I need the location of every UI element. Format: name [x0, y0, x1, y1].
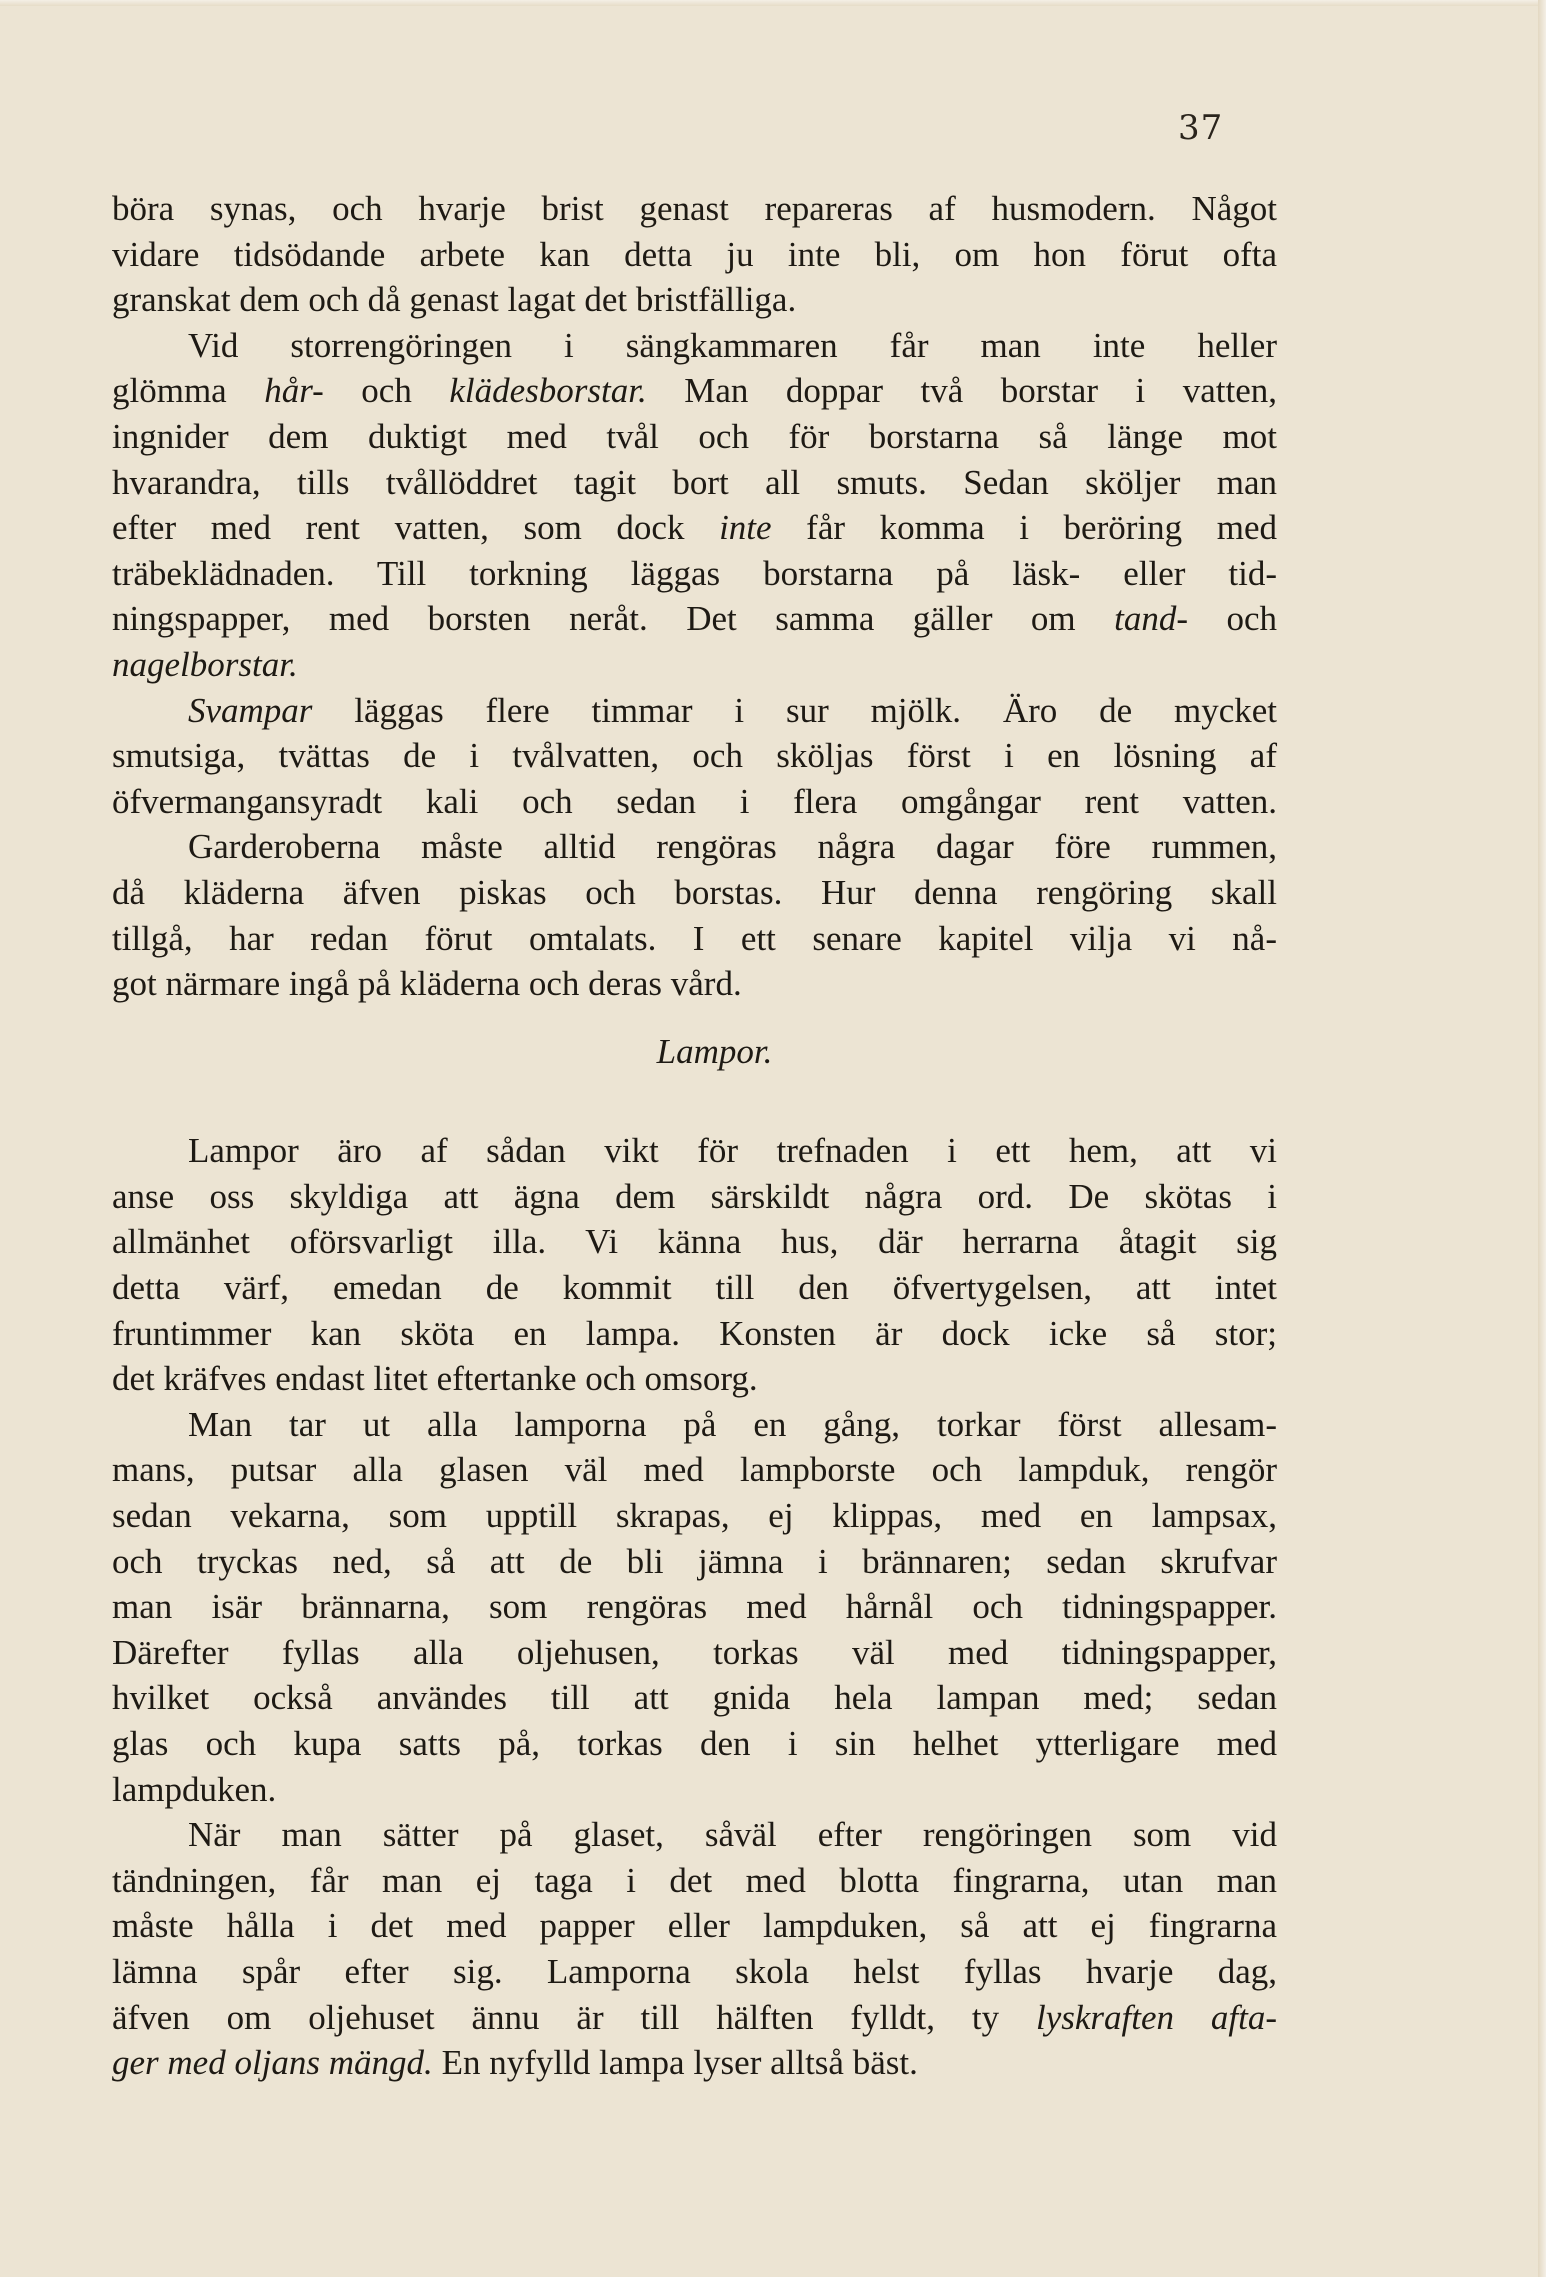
text-line: träbeklädnaden. Till torkning läggas borstarna på läsk- eller tid-	[112, 553, 1277, 593]
text-run: glömma	[112, 371, 265, 411]
italic-run: klädesborstar.	[449, 371, 647, 411]
text-line: tändningen, får man ej taga i det med blotta fingrarna, utan man	[112, 1860, 1277, 1900]
text-line: vidare tidsödande arbete kan detta ju inte bli, om hon förut ofta	[112, 234, 1277, 274]
paragraph	[112, 186, 1277, 323]
text-line: och tryckas ned, så att de bli jämna i brännaren; sedan skrufvar	[112, 1541, 1277, 1581]
text-line: böra synas, och hvarje brist genast repareras af husmodern. Något	[112, 189, 1277, 228]
text-run: äfven om oljehuset ännu är till hälften fylldt, ty	[112, 1997, 1036, 2037]
text-line: det kräfves endast litet eftertanke och omsorg.	[112, 1359, 758, 1399]
paragraph	[112, 1812, 1277, 2086]
paragraph	[112, 824, 1277, 1006]
text-run: och	[1188, 599, 1277, 639]
paragraph	[112, 1128, 1277, 1402]
text-run: Man doppar två borstar i vatten,	[646, 371, 1277, 411]
text-line: tillgå, har redan förut omtalats. I ett senare kapitel vilja vi nå-	[112, 918, 1277, 958]
section-heading: Lampor.	[656, 1031, 773, 1071]
body-text	[112, 186, 1277, 2086]
text-line: smutsiga, tvättas de i tvålvatten, och sköljas först i en lösning af	[112, 736, 1277, 776]
text-line	[112, 1995, 1277, 2041]
text-run: och	[323, 371, 450, 411]
text-line: lämna spår efter sig. Lamporna skola helst fyllas hvarje dag,	[112, 1951, 1277, 1991]
text-line: öfvermangansyradt kali och sedan i flera omgångar rent vatten.	[112, 781, 1277, 821]
text-line: lampduken.	[112, 1769, 277, 1809]
text-line: hvarandra, tills tvållöddret tagit bort all smuts. Sedan sköljer man	[112, 462, 1277, 502]
text-line: mans, putsar alla glasen väl med lampborste och lampduk, rengör	[112, 1450, 1277, 1490]
text-line: då kläderna äfven piskas och borstas. Hur denna rengöring skall	[112, 872, 1277, 912]
text-line: Vid storrengöringen i sängkammaren får man inte heller	[188, 325, 1277, 365]
text-line: måste hålla i det med papper eller lampduken, så att ej fingrarna	[112, 1906, 1277, 1946]
italic-run: tand-	[1114, 599, 1188, 639]
text-line: ingnider dem duktigt med tvål och för borstarna så länge mot	[112, 416, 1277, 456]
italic-run: inte	[719, 508, 772, 548]
text-line: När man sätter på glaset, såväl efter rengöringen som vid	[188, 1815, 1277, 1855]
italic-run: nagelborstar.	[112, 644, 298, 684]
paragraph	[112, 323, 1277, 688]
text-run: efter med rent vatten, som dock	[112, 508, 720, 548]
text-line	[112, 642, 1277, 688]
text-line	[112, 368, 1277, 414]
text-line	[112, 596, 1277, 642]
text-line: Garderoberna måste alltid rengöras några dagar före rummen,	[188, 827, 1277, 867]
text-line: fruntimmer kan sköta en lampa. Konsten är dock icke så stor;	[112, 1313, 1277, 1353]
paragraph	[112, 1402, 1277, 1812]
text-line	[112, 688, 1277, 734]
text-line	[112, 505, 1277, 551]
italic-run: Svampar	[188, 690, 313, 730]
text-line: sedan vekarna, som upptill skrapas, ej klippas, med en lampsax,	[112, 1496, 1277, 1536]
text-line: glas och kupa satts på, torkas den i sin helhet ytterligare med	[112, 1724, 1277, 1763]
page-top-edge	[0, 0, 1546, 6]
text-line: detta värf, emedan de kommit till den öfvertygelsen, att intet	[112, 1268, 1277, 1308]
text-line: granskat dem och då genast lagat det bristfälliga.	[112, 280, 797, 320]
page-number: 37	[1178, 108, 1224, 148]
paragraph	[112, 688, 1277, 825]
text-line: got närmare ingå på kläderna och deras vård.	[112, 964, 742, 1004]
text-run: får komma i beröring med	[771, 508, 1277, 548]
italic-run: hår-	[264, 371, 324, 411]
italic-run: ger med oljans mängd.	[112, 2043, 433, 2083]
text-line: Lampor äro af sådan vikt för trefnaden i ett hem, att vi	[188, 1131, 1277, 1171]
text-run: ningspapper, med borsten neråt. Det samma gäller om	[112, 599, 1115, 639]
text-line: hvilket också användes till att gnida hela lampan med; sedan	[112, 1678, 1277, 1718]
text-line: anse oss skyldiga att ägna dem särskildt några ord. De skötas i	[112, 1176, 1277, 1216]
text-run: läggas flere timmar i sur mjölk. Äro de mycket	[312, 690, 1277, 730]
text-run: En nyfylld lampa lyser alltså bäst.	[432, 2043, 918, 2083]
text-line: Därefter fyllas alla oljehusen, torkas väl med tidningspapper,	[112, 1632, 1277, 1672]
italic-run: lyskraften afta-	[1035, 1997, 1277, 2037]
text-line	[112, 2040, 1277, 2086]
text-line: allmänhet oförsvarligt illa. Vi känna hus, där herrarna åtagit sig	[112, 1222, 1277, 1262]
page-right-edge	[1538, 0, 1546, 2277]
text-line: man isär brännarna, som rengöras med hårnål och tidningspapper.	[112, 1587, 1277, 1627]
text-line: Man tar ut alla lamporna på en gång, torkar först allesam-	[188, 1404, 1277, 1444]
